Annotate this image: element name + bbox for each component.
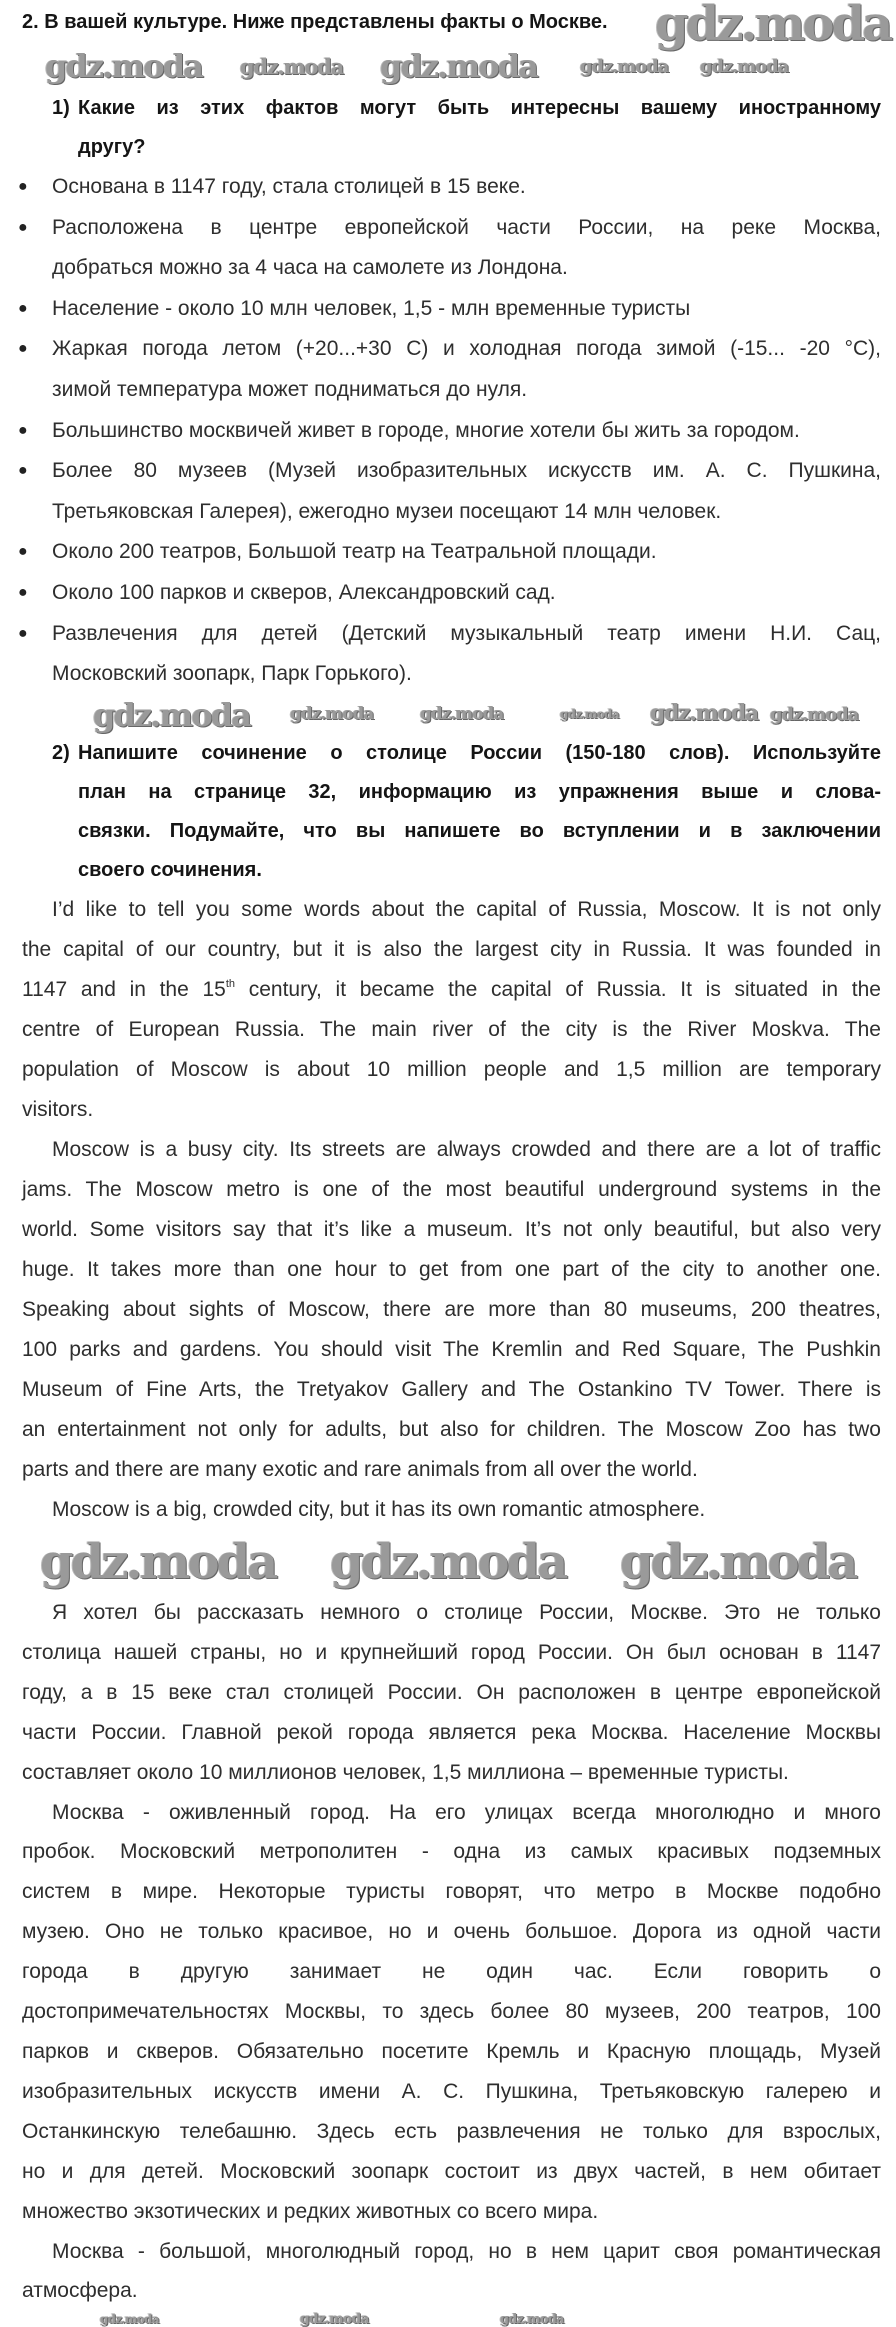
bullet-icon: ● [18, 299, 28, 317]
text-fragment: 1147 and in the 15 [22, 978, 226, 1001]
task-1-question [52, 89, 881, 167]
text-line: Около 200 театров, Большой театр на Театральной площади. [52, 540, 657, 564]
text-line: jams. The Moscow metro is one of the most beautiful underground systems in the [22, 1178, 881, 1201]
text-line: parts and there are many exotic and rare animals from all over the world. [22, 1458, 698, 1481]
watermark-logo: gdz.moda [330, 1534, 566, 1590]
text-line: Большинство москвичей живет в городе, многие хотели бы жить за городом. [52, 418, 800, 442]
text-line: Третьяковская Галерея), ежегодно музеи посещают 14 млн человек. [52, 499, 722, 523]
text-line: составляет около 10 миллионов человек, 1,5 миллиона – временные туристы. [22, 1760, 789, 1784]
fact-item [0, 614, 881, 695]
watermark-logo: gdz.moda [93, 696, 251, 734]
text-line: Московский зоопарк, Парк Горького). [52, 662, 412, 686]
text-line: Museum of Fine Arts, the Tretyakov Gallery and The Ostankino TV Tower. There is [22, 1378, 881, 1401]
text-line: Напишите сочинение о столице России (150-180 слов). Используйте [78, 742, 881, 764]
text-line: другу? [78, 136, 146, 158]
text-line: Население - около 10 млн человек, 1,5 - млн временные туристы [52, 296, 691, 320]
watermark-logo: gdz.moda [290, 704, 374, 724]
fact-item [0, 411, 881, 452]
facts-list [0, 167, 896, 695]
essay-english [22, 890, 881, 1530]
text-fragment: century, it became the capital of Russia. It is situated in the [235, 978, 881, 1001]
fact-item [0, 167, 881, 208]
watermark-logo: gdz.moda [560, 707, 619, 721]
text-line: Какие из этих фактов могут быть интересны вашему иностранному [78, 97, 881, 119]
bullet-icon: ● [18, 583, 28, 601]
bullet-icon: ● [18, 543, 28, 561]
text-line: план на странице 32, информацию из упражнения выше и слова- [78, 781, 881, 803]
text-line: Москва - большой, многолюдный город, но в нем царит своя романтическая [52, 2239, 881, 2263]
fact-item [0, 208, 881, 289]
text-line: году, а в 15 веке стал столицей России. Он расположен в центре европейской [22, 1680, 881, 1704]
bullet-icon: ● [18, 340, 28, 358]
text-line: достопримечательностях Москвы, то здесь более 80 музеев, 200 театров, 100 [22, 2000, 881, 2024]
fact-item [0, 289, 881, 330]
paragraph [22, 890, 881, 1130]
essay-russian [22, 1593, 881, 2311]
text-line: I’d like to tell you some words about the capital of Russia, Moscow. It is not only [52, 898, 881, 921]
watermark-logo: gdz.moda [650, 700, 758, 726]
watermark-logo: gdz.moda [40, 1534, 276, 1590]
bullet-icon: ● [18, 218, 28, 236]
watermark-logo: gdz.moda [300, 2311, 369, 2327]
watermark-logo: gdz.moda [700, 56, 789, 77]
paragraph [22, 1793, 881, 2232]
watermark-logo: gdz.moda [240, 54, 344, 79]
text-line [22, 970, 881, 1010]
fact-item [0, 451, 881, 532]
text-line: части России. Главной рекой города является река Москва. Население Москвы [22, 1720, 881, 1744]
text-line: Около 100 парков и скверов, Александровский сад. [52, 580, 556, 604]
paragraph [22, 1593, 881, 1793]
text-line: добраться можно за 4 часа на самолете из Лондона. [52, 256, 568, 280]
text-line: но и для детей. Московский зоопарк состоит из двух частей, в нем обитает [22, 2159, 881, 2183]
watermark-logo: gdz.moda [380, 47, 538, 85]
fact-item [0, 532, 881, 573]
text-line: Более 80 музеев (Музей изобразительных искусств им. А. С. Пушкина, [52, 459, 881, 483]
paragraph [22, 1130, 881, 1490]
text-line: 100 parks and gardens. You should visit The Kremlin and Red Square, The Pushkin [22, 1338, 881, 1361]
watermark-logo: gdz.moda [655, 0, 891, 52]
text-line: музею. Оно не только красивое, но и очень большое. Дорога из одной части [22, 1920, 881, 1944]
text-line: пробок. Московский метрополитен - одна из самых красивых подземных [22, 1840, 881, 1864]
task-2-question [52, 734, 881, 890]
text-line: Я хотел бы рассказать немного о столице России, Москве. Это не только [52, 1601, 881, 1624]
superscript: th [225, 978, 236, 990]
text-line: Основана в 1147 году, стала столицей в 15 веке. [52, 175, 526, 198]
text-line: Жаркая погода летом (+20...+30 С) и холодная погода зимой (-15... -20 °С), [52, 337, 881, 361]
text-line: множество экзотических и редких животных со всего мира. [22, 2199, 599, 2223]
watermark-logo: gdz.moda [620, 1534, 856, 1590]
bullet-icon: ● [18, 624, 28, 642]
watermark-logo: gdz.moda [770, 704, 859, 725]
text-line: столица нашей страны, но и крупнейший город России. Он был основан в 1147 [22, 1640, 881, 1664]
watermark-logo: gdz.moda [45, 47, 203, 85]
paragraph [22, 1490, 881, 1530]
fact-item [0, 573, 881, 614]
watermark-logo: gdz.moda [100, 2312, 159, 2326]
text-line: связки. Подумайте, что вы напишете во вступлении и в заключении [78, 820, 881, 842]
text-line: Развлечения для детей (Детский музыкальный театр имени Н.И. Сац, [52, 621, 881, 645]
text-line: population of Moscow is about 10 million people and 1,5 million are temporary [22, 1058, 881, 1081]
text-line: систем в мире. Некоторые туристы говорят, что метро в Москве подобно [22, 1880, 881, 1904]
text-line: изобразительных искусств имени А. С. Пушкина, Третьяковскую галерею и [22, 2079, 881, 2103]
watermark-logo: gdz.moda [580, 56, 669, 77]
text-line: huge. It takes more than one hour to get from one part of the city to another one. [22, 1258, 881, 1281]
bullet-icon: ● [18, 178, 28, 195]
text-line: world. Some visitors say that it’s like a museum. It’s not only beautiful, but also very [22, 1218, 881, 1241]
text-line: Расположена в центре европейской части России, на реке Москва, [52, 215, 881, 239]
text-line: visitors. [22, 1098, 94, 1121]
paragraph [22, 2232, 881, 2312]
exercise-title: 2. В вашей культуре. Ниже представлены факты о Москве. [22, 11, 608, 33]
task-number: 2) [52, 742, 70, 764]
bullet-icon: ● [18, 421, 28, 439]
task-lines [78, 89, 881, 167]
text-line: Speaking about sights of Moscow, there are more than 80 museums, 200 theatres, [22, 1298, 881, 1321]
text-line: своего сочинения. [78, 859, 262, 881]
watermark-logo: gdz.moda [420, 704, 504, 724]
text-line: Москва - оживленный город. На его улицах всегда многолюдно и много [52, 1800, 881, 1824]
text-line: парков и скверов. Обязательно посетите Кремль и Красную площадь, Музей [22, 2039, 881, 2063]
task-lines [78, 734, 881, 890]
text-line: города в другую занимает не один час. Если говорить о [22, 1960, 881, 1984]
text-line: an entertainment not only for adults, but also for children. The Moscow Zoo has two [22, 1418, 881, 1441]
task-number: 1) [52, 97, 70, 119]
text-line: the capital of our country, but it is also the largest city in Russia. It was founded in [22, 938, 881, 961]
text-line: Moscow is a busy city. Its streets are always crowded and there are a lot of traffic [52, 1138, 881, 1161]
text-line: Moscow is a big, crowded city, but it has its own romantic atmosphere. [52, 1498, 706, 1521]
text-line: centre of European Russia. The main river of the city is the River Moskva. The [22, 1018, 881, 1041]
text-line: атмосфера. [22, 2279, 138, 2303]
text-line: зимой температура может подниматься до нуля. [52, 377, 528, 401]
text-line: Останкинскую телебашню. Здесь есть развлечения не только для взрослых, [22, 2119, 881, 2143]
watermark-logo: gdz.moda [500, 2312, 564, 2327]
bullet-icon: ● [18, 462, 28, 480]
fact-item [0, 329, 881, 410]
